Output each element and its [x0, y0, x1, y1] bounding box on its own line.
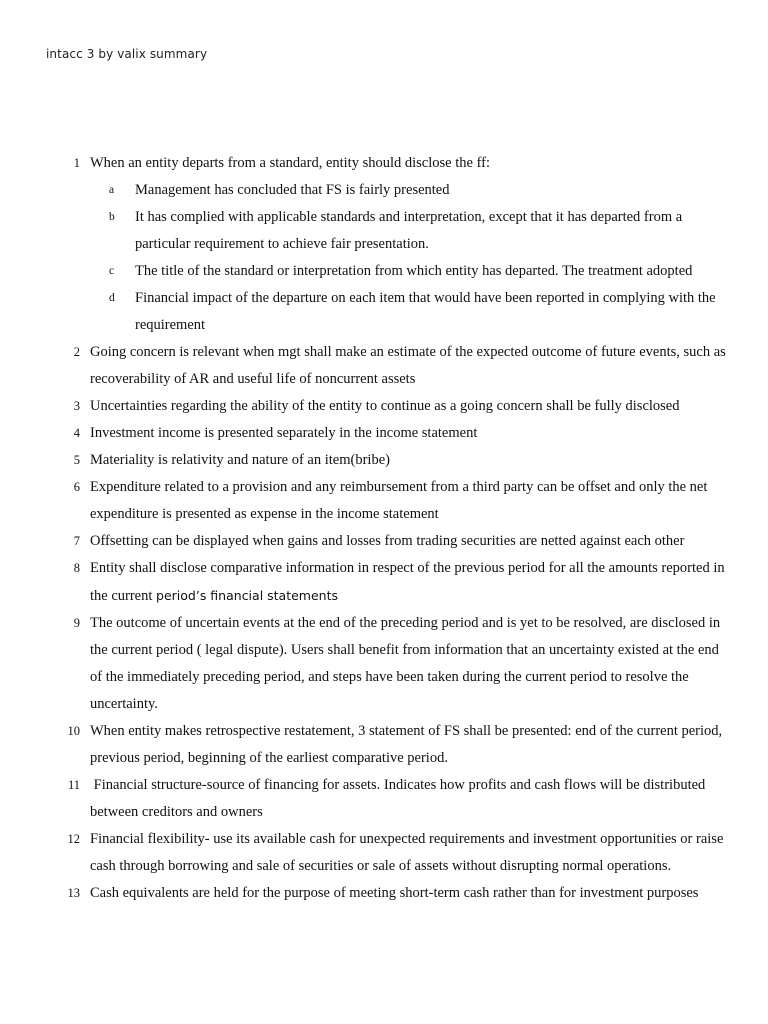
item-number: 3 [73, 399, 80, 413]
sub-item-b [109, 204, 725, 258]
list-item-6 [73, 474, 730, 528]
sub-item-letter: c [109, 265, 115, 277]
list-item-13 [67, 880, 730, 907]
sub-item-text: Financial impact of the departure on each item that would have been reported in complying with the requirement [135, 290, 716, 333]
list-item-2 [73, 339, 730, 393]
sub-item-c [109, 258, 725, 285]
item-number: 6 [73, 480, 80, 494]
item-number: 9 [73, 616, 80, 630]
sub-item-letter: d [109, 292, 115, 304]
item-number: 13 [67, 886, 80, 900]
list-item-9 [73, 610, 730, 718]
item-text: Materiality is relativity and nature of an item(bribe) [90, 452, 390, 468]
list-item-12 [67, 826, 730, 880]
document-body [0, 150, 768, 907]
item-text: Offsetting can be displayed when gains and losses from trading securities are netted against each other [90, 533, 685, 549]
item-number: 5 [73, 453, 80, 467]
item-text: Cash equivalents are held for the purpose of meeting short-term cash rather than for investment purposes [90, 885, 699, 901]
item-number: 4 [73, 426, 80, 440]
list-item-8 [73, 555, 730, 610]
sub-item-text: The title of the standard or interpretation from which entity has departed. The treatment adopted [135, 263, 693, 279]
list-item-3 [73, 393, 730, 420]
item-text: The outcome of uncertain events at the end of the preceding period and is yet to be resolved, are disclosed in the current period ( legal dispute). Users shall benefit from information that an uncertainty existed at the end of the immediately preceding period, and steps have been taken during the current period to resolve the uncertainty. [90, 615, 721, 712]
item-text [90, 555, 730, 610]
sub-item-d [109, 285, 725, 339]
sub-item-a [109, 177, 725, 204]
sub-item-letter: b [109, 211, 115, 223]
item-text: Uncertainties regarding the ability of the entity to continue as a going concern shall be fully disclosed [90, 398, 680, 414]
list-item-7 [73, 528, 730, 555]
document-header: intacc 3 by valix summary [46, 47, 208, 61]
sub-item-text: Management has concluded that FS is fairly presented [135, 182, 450, 198]
item-text: Investment income is presented separately in the income statement [90, 425, 478, 441]
sub-item-letter: a [109, 184, 115, 196]
item-text: Financial flexibility- use its available cash for unexpected requirements and investment opportunities or raise cash through borrowing and sale of securities or sale of assets without disrupting normal operations. [90, 831, 724, 874]
item-text: Going concern is relevant when mgt shall make an estimate of the expected outcome of future events, such as recoverability of AR and useful life of noncurrent assets [90, 344, 726, 387]
list-item-5 [73, 447, 730, 474]
list-item-11 [67, 772, 730, 826]
item-text-tail: period’s financial statements [156, 588, 339, 603]
item-text: When an entity departs from a standard, entity should disclose the ff: [90, 155, 490, 171]
item-number: 7 [73, 534, 80, 548]
item-text: Expenditure related to a provision and any reimbursement from a third party can be offset and only the net expenditure is presented as expense in the income statement [90, 479, 708, 522]
item-text: Financial structure-source of financing for assets. Indicates how profits and cash flows will be distributed between creditors and owners [90, 777, 709, 820]
item-number: 1 [73, 156, 80, 170]
item-number: 2 [73, 345, 80, 359]
sub-item-text: It has complied with applicable standards and interpretation, except that it has departed from a particular requirement to achieve fair presentation. [135, 209, 683, 252]
list-item-4 [73, 420, 730, 447]
list-item-10 [67, 718, 730, 772]
item-number: 10 [67, 724, 80, 738]
item-text: When entity makes retrospective restatement, 3 statement of FS shall be presented: end of the current period, previous period, beginning of the earliest comparative period. [90, 723, 723, 766]
item-number: 11 [67, 778, 80, 792]
item-number: 12 [67, 832, 80, 846]
list-item-1 [73, 150, 730, 177]
item-text-main: Entity shall disclose comparative information in respect of the previous period for all the amounts reported in the current [90, 560, 725, 604]
item-number: 8 [73, 561, 80, 575]
